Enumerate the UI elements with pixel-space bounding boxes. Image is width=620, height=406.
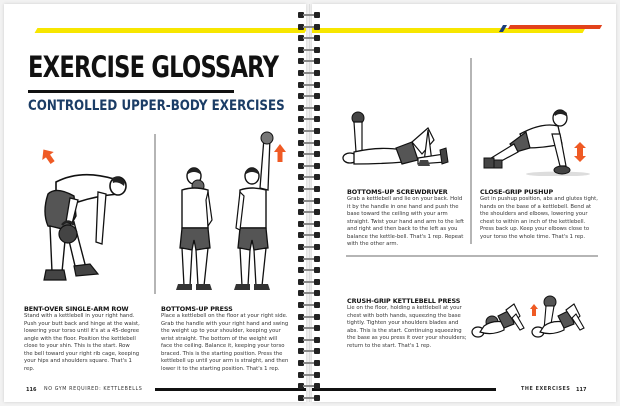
- spiral-coil: [298, 325, 320, 331]
- spiral-coil: [298, 70, 320, 76]
- figure-end-position: [530, 296, 584, 337]
- spiral-coil: [298, 35, 320, 41]
- section-divider: [346, 255, 598, 257]
- exercise-title: CRUSH-GRIP KETTLEBELL PRESS: [347, 297, 461, 305]
- spiral-coil: [298, 140, 320, 146]
- up-arrow-icon: [530, 304, 538, 316]
- bottoms-up-screwdriver-illustration: [340, 108, 450, 168]
- spiral-coil: [298, 24, 320, 30]
- spiral-coil: [298, 395, 320, 401]
- spiral-coil: [298, 302, 320, 308]
- spiral-coil: [298, 383, 320, 389]
- page-number: 117: [576, 387, 587, 393]
- exercise-description: Grab a kettlebell and lie on your back. Hold it by the handle in one hand and push the base toward the ceiling with your arm straight. Twist your hand and arm to the left and right and then back to the left as you balance the kettle-bell. That's 1 rep. Repeat with the other arm.: [347, 196, 464, 247]
- column-divider: [470, 58, 472, 244]
- up-arrow-icon: [38, 145, 59, 166]
- spiral-coil: [298, 58, 320, 64]
- spiral-coil: [298, 163, 320, 169]
- column-divider: [154, 134, 156, 294]
- bottoms-up-press-illustration: [168, 130, 288, 296]
- running-head: THE EXERCISES: [521, 387, 571, 392]
- spiral-coil: [298, 198, 320, 204]
- spiral-coil: [298, 116, 320, 122]
- spiral-coil: [298, 348, 320, 354]
- exercise-title: BENT-OVER SINGLE-ARM ROW: [24, 305, 129, 313]
- exercise-description: Stand with a kettlebell in your right hand. Push your butt back and hinge at the waist, lowering your torso until it's at a 45-degree angle with the floor. Position the kettlebell close to your shin. This is the start. Row the bell toward your right rib cage, keeping your hips and shoulders square. That's 1 rep.: [24, 313, 140, 372]
- crush-grip-press-illustration: [470, 290, 600, 350]
- footer-rule: [155, 388, 306, 391]
- spiral-coil: [298, 151, 320, 157]
- spiral-coil: [298, 256, 320, 262]
- spiral-coil: [298, 337, 320, 343]
- spiral-coil: [298, 186, 320, 192]
- spiral-coil: [298, 209, 320, 215]
- exercise-title: BOTTOMS-UP PRESS: [161, 305, 233, 313]
- close-grip-pushup-illustration: [480, 104, 600, 176]
- spiral-coil: [298, 372, 320, 378]
- spiral-coil: [298, 12, 320, 18]
- spiral-coil: [298, 290, 320, 296]
- exercise-description: Place a kettlebell on the floor at your right side. Grab the handle with your right hand and swing the weight up to your shoulder, keeping your wrist straight. The bottom of the weight will face the ceiling. Balance it, keeping your torso braced. This is the starting position. Press the kettlebell up until your arm is straight, and then lower it to the starting position. That's 1 rep.: [161, 313, 289, 372]
- spiral-coil: [298, 314, 320, 320]
- spiral-coil: [298, 244, 320, 250]
- exercise-title: CLOSE-GRIP PUSHUP: [480, 188, 554, 196]
- up-arrow-icon: [274, 144, 286, 162]
- spiral-coil: [298, 232, 320, 238]
- spiral-coil: [298, 174, 320, 180]
- spiral-coil: [298, 82, 320, 88]
- spiral-coil: [298, 105, 320, 111]
- spiral-coil: [298, 267, 320, 273]
- exercise-description: Lie on the floor, holding a kettlebell at your chest with both hands, squeezing the base tightly. Tighten your shoulders blades and abs. This is the start. Continuing squeezing the base as you press it over your shoulders; return to the start. That's 1 rep.: [347, 305, 467, 349]
- page-number: 116: [26, 387, 37, 393]
- figure-end-position: [234, 132, 286, 290]
- page-title: EXERCISE GLOSSARY: [28, 50, 279, 84]
- figure-start-position: [472, 304, 524, 337]
- red-stripe: [508, 25, 602, 29]
- spiral-coil: [298, 360, 320, 366]
- up-down-arrow-icon: [574, 142, 586, 162]
- left-page: [4, 4, 306, 402]
- title-underline: [28, 90, 234, 93]
- spiral-coil: [298, 279, 320, 285]
- yellow-stripe: [35, 28, 306, 33]
- exercise-description: Get in pushup position, abs and glutes tight, hands on the base of a kettlebell. Bend at the shoulders and elbows, lowering your chest to within an inch of the kettlebell. Press back up. Keep your elbows close to your torso the whole time. That's 1 rep.: [480, 196, 598, 240]
- spiral-coil: [298, 221, 320, 227]
- spiral-binding: [298, 8, 320, 400]
- footer-rule: [312, 388, 496, 391]
- figure-start-position: [176, 168, 212, 290]
- exercise-title: BOTTOMS-UP SCREWDRIVER: [347, 188, 448, 196]
- section-subtitle: CONTROLLED UPPER-BODY EXERCISES: [28, 98, 285, 114]
- running-head: NO GYM REQUIRED: KETTLEBELLS: [44, 387, 143, 392]
- spiral-coil: [298, 128, 320, 134]
- right-page: [312, 4, 616, 402]
- spiral-coil: [298, 47, 320, 53]
- bent-over-row-illustration: [26, 134, 131, 294]
- spiral-coil: [298, 93, 320, 99]
